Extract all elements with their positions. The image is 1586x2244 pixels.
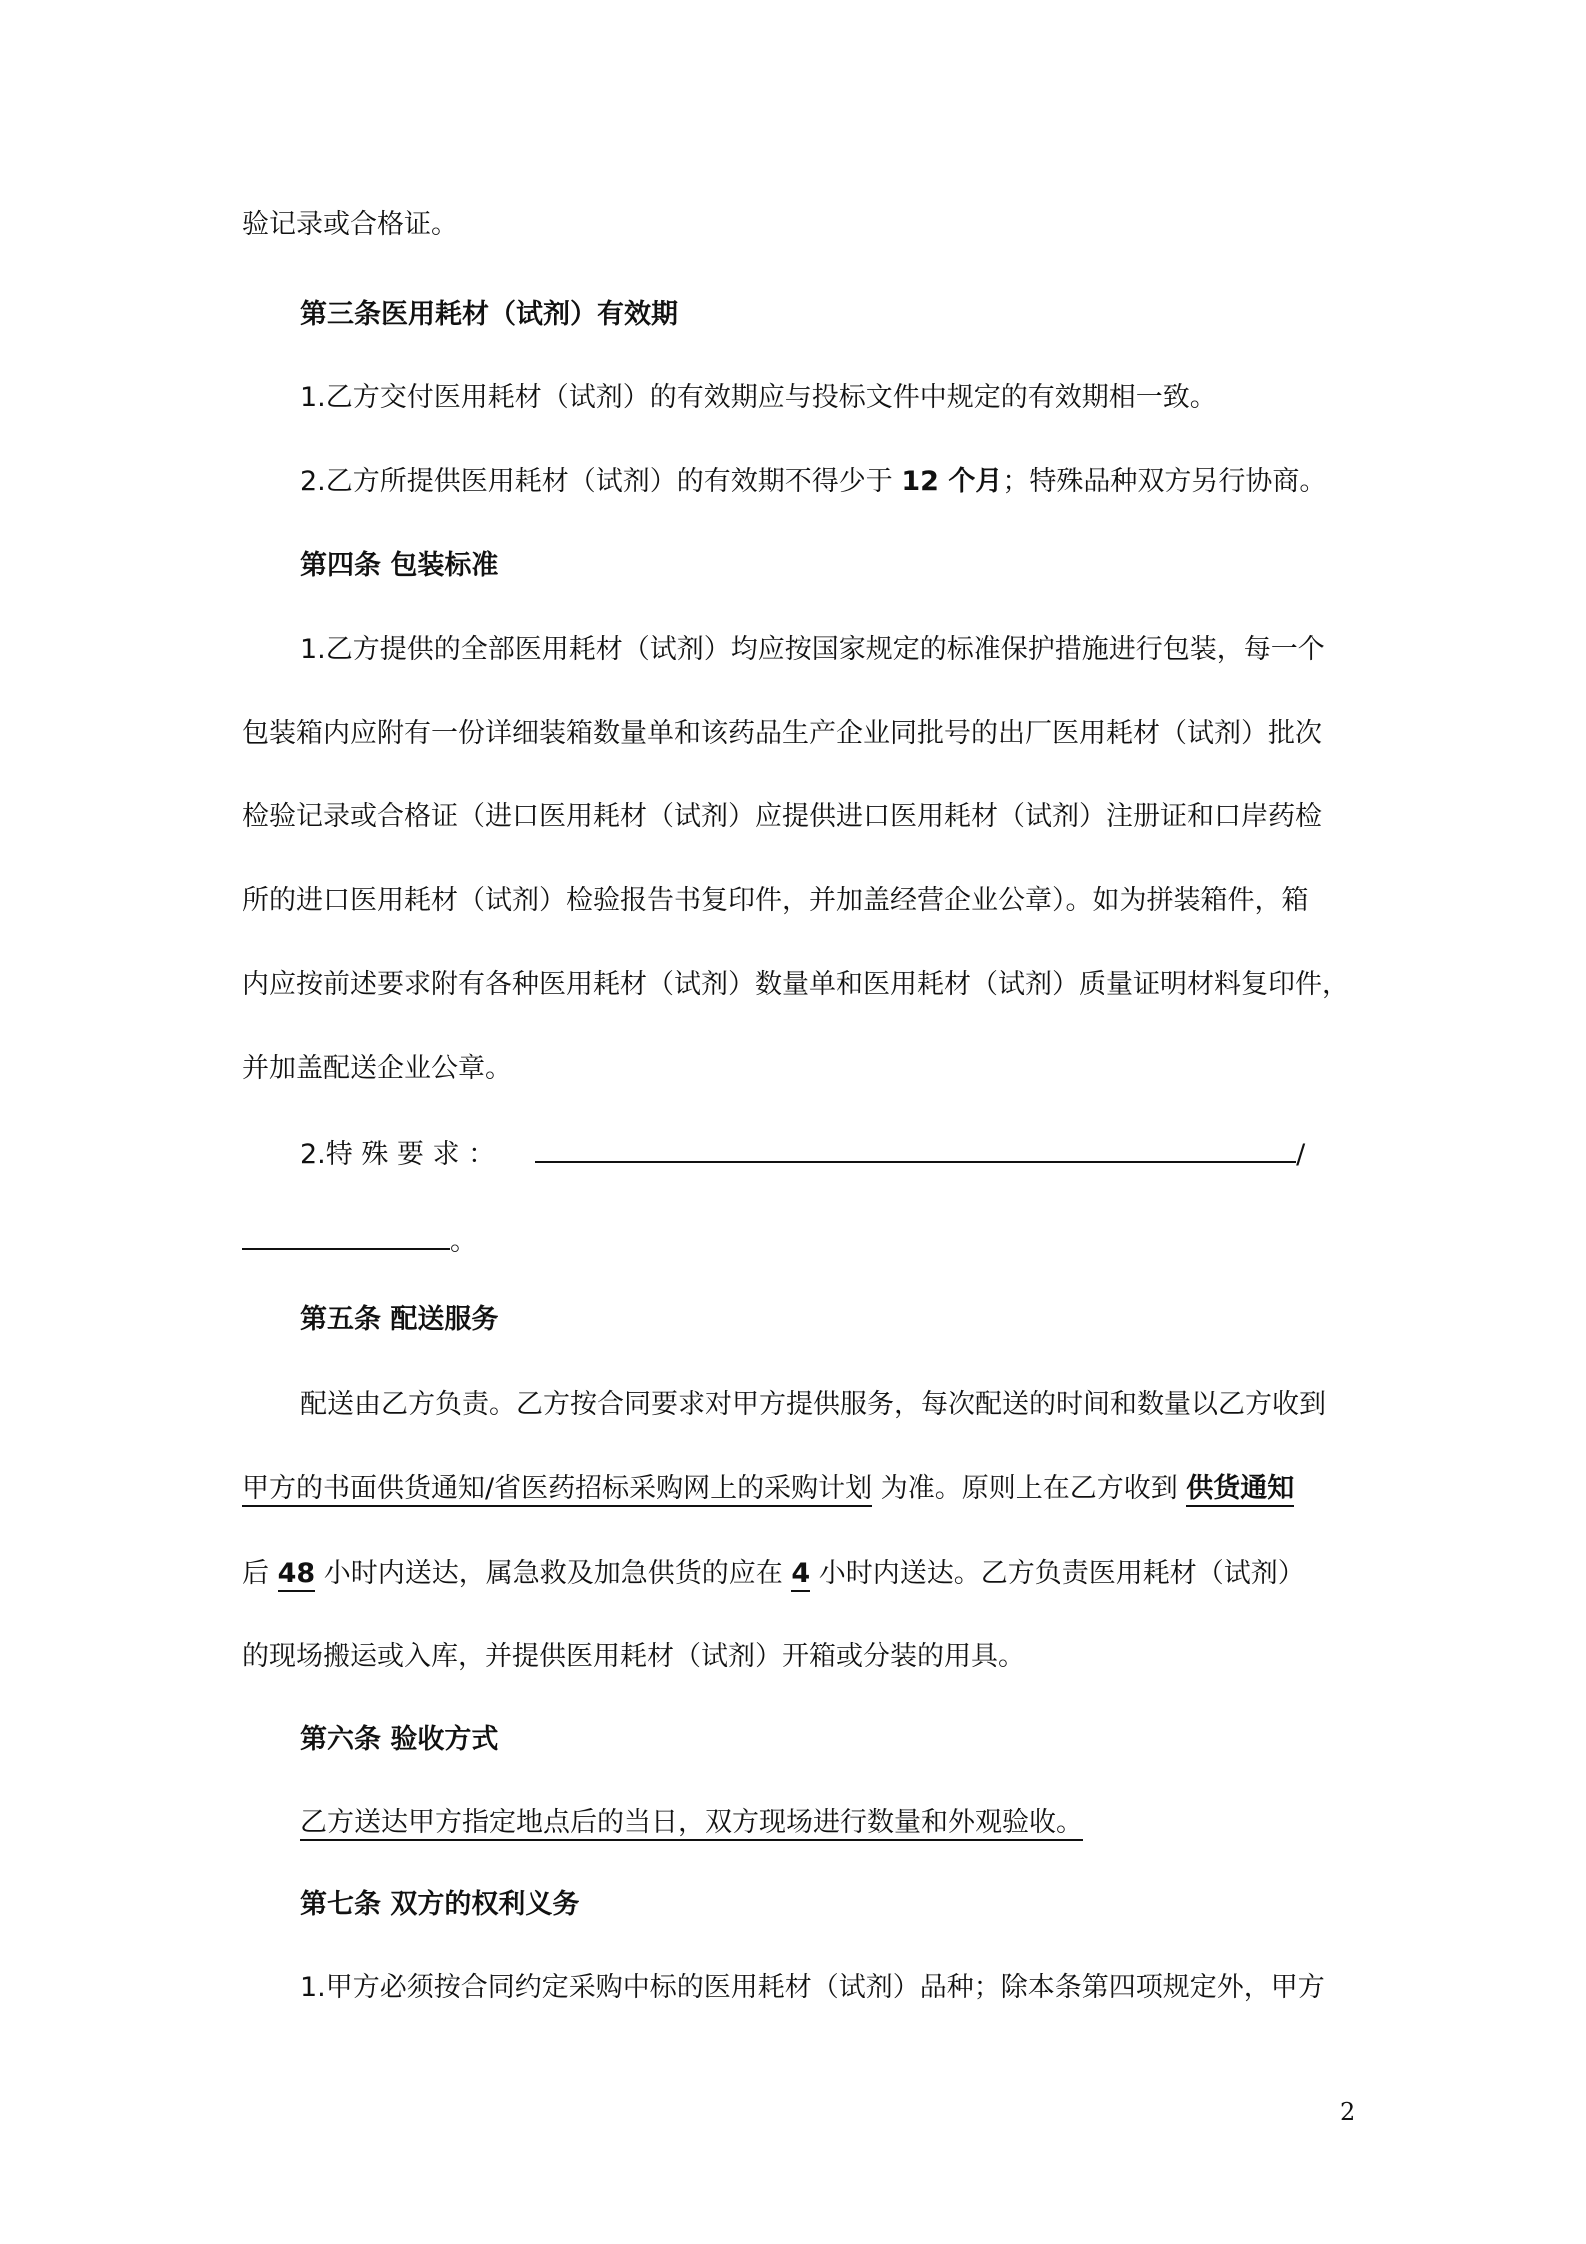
text: 的现场搬运或入库，并提供医用耗材（试剂）开箱或分装的用具。 bbox=[242, 1641, 1025, 1672]
text: 。 bbox=[450, 1226, 477, 1257]
paragraph-line bbox=[242, 881, 1309, 921]
article-heading bbox=[300, 1300, 498, 1340]
special-requirements-line bbox=[300, 1135, 1305, 1175]
fill-in-blank bbox=[242, 1222, 450, 1250]
text: 后 bbox=[242, 1558, 278, 1589]
text: 2.特 殊 要 求 ： bbox=[300, 1139, 496, 1170]
underlined-text: 供货通知 bbox=[1186, 1473, 1294, 1507]
text: 并加盖配送企业公章。 bbox=[242, 1053, 512, 1084]
text: 第三条医用耗材（试剂）有效期 bbox=[300, 299, 678, 330]
paragraph-line bbox=[300, 462, 1326, 502]
paragraph-line bbox=[300, 1803, 1083, 1843]
paragraph-line bbox=[300, 378, 1217, 418]
paragraph-line bbox=[242, 1222, 477, 1262]
text: 检验记录或合格证（进口医用耗材（试剂）应提供进口医用耗材（试剂）注册证和口岸药检 bbox=[242, 801, 1322, 832]
text: 第四条 包装标准 bbox=[300, 550, 499, 581]
text: 配送由乙方负责。乙方按合同要求对甲方提供服务，每次配送的时间和数量以乙方收到 bbox=[300, 1389, 1326, 1420]
text: 2.乙方所提供医用耗材（试剂）的有效期不得少于 bbox=[300, 466, 902, 497]
text: 第六条 验收方式 bbox=[300, 1724, 499, 1755]
paragraph-line bbox=[242, 1554, 1305, 1594]
underlined-text: 甲方的书面供货通知/省医药招标采购网上的采购计划 bbox=[242, 1473, 872, 1507]
article-heading bbox=[300, 1720, 498, 1760]
paragraph-line bbox=[300, 1385, 1326, 1425]
fill-in-blank bbox=[535, 1135, 1296, 1163]
text: ；特殊品种双方另行协商。 bbox=[1002, 466, 1327, 497]
text: / bbox=[1296, 1139, 1306, 1170]
text: 所的进口医用耗材（试剂）检验报告书复印件，并加盖经营企业公章）。如为拼装箱件，箱 bbox=[242, 885, 1309, 916]
underlined-text: 乙方送达甲方指定地点后的当日，双方现场进行数量和外观验收。 bbox=[300, 1807, 1083, 1841]
paragraph-line bbox=[242, 1469, 1294, 1509]
paragraph-line bbox=[300, 1968, 1325, 2008]
article-heading bbox=[300, 546, 498, 586]
article-heading bbox=[300, 1885, 579, 1925]
paragraph-line bbox=[242, 965, 1349, 1005]
text: 第七条 双方的权利义务 bbox=[300, 1889, 580, 1920]
paragraph-line bbox=[242, 714, 1322, 754]
bold-text: 12 个月 bbox=[901, 466, 1003, 497]
text: 为准。原则上在乙方收到 bbox=[872, 1473, 1187, 1504]
text: 内应按前述要求附有各种医用耗材（试剂）数量单和医用耗材（试剂）质量证明材料复印件， bbox=[242, 969, 1349, 1000]
underlined-number: 48 bbox=[278, 1558, 316, 1592]
text: 1.甲方必须按合同约定采购中标的医用耗材（试剂）品种；除本条第四项规定外，甲方 bbox=[300, 1972, 1325, 2003]
underlined-number: 4 bbox=[791, 1558, 810, 1592]
text: 第五条 配送服务 bbox=[300, 1304, 499, 1335]
paragraph-line bbox=[242, 1637, 1025, 1677]
article-heading bbox=[300, 295, 678, 335]
paragraph-line bbox=[242, 797, 1322, 837]
text: 1.乙方提供的全部医用耗材（试剂）均应按国家规定的标准保护措施进行包装，每一个 bbox=[300, 634, 1325, 665]
text: 1.乙方交付医用耗材（试剂）的有效期应与投标文件中规定的有效期相一致。 bbox=[300, 382, 1217, 413]
text: 小时内送达。乙方负责医用耗材（试剂） bbox=[810, 1558, 1305, 1589]
paragraph-line bbox=[242, 205, 458, 245]
text: 小时内送达，属急救及加急供货的应在 bbox=[315, 1558, 792, 1589]
text: 验记录或合格证。 bbox=[242, 209, 458, 240]
paragraph-line bbox=[242, 1049, 512, 1089]
page-number: 2 bbox=[1340, 2098, 1356, 2126]
text: 包装箱内应附有一份详细装箱数量单和该药品生产企业同批号的出厂医用耗材（试剂）批次 bbox=[242, 718, 1322, 749]
paragraph-line bbox=[300, 630, 1325, 670]
